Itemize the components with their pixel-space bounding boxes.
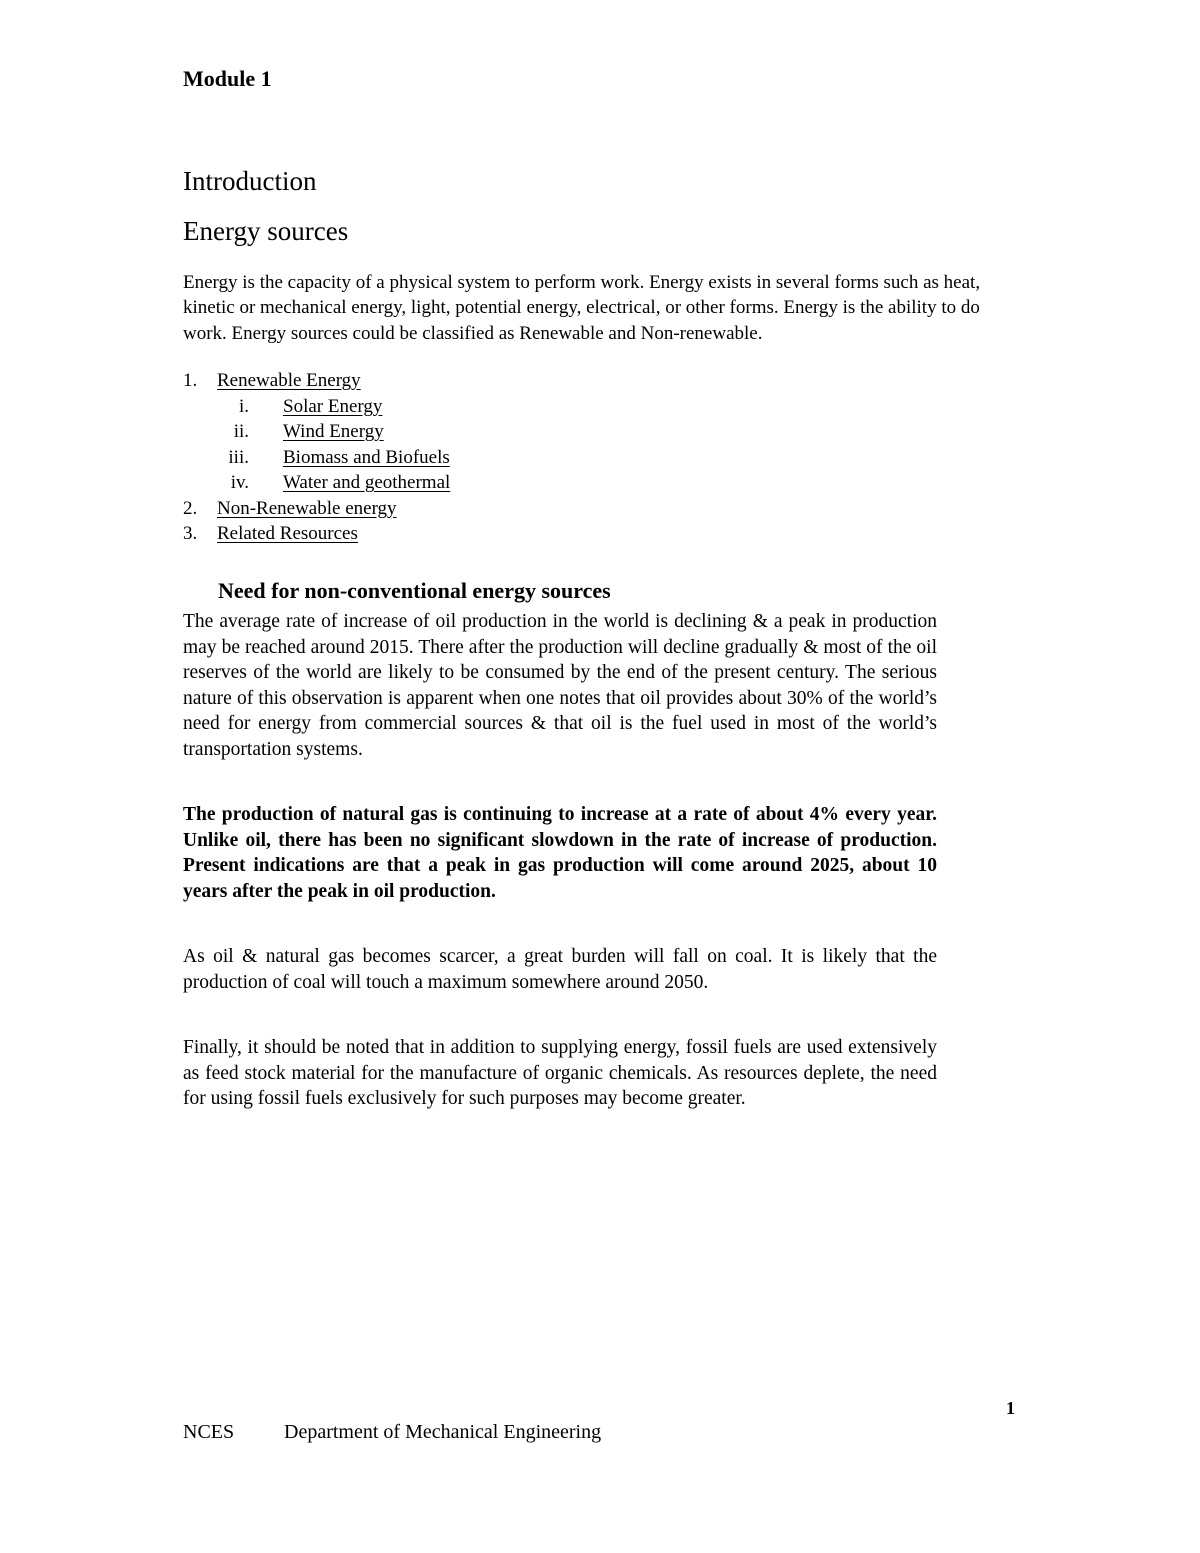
- outline-list: [183, 370, 583, 550]
- link-solar-energy[interactable]: Solar Energy: [283, 395, 383, 417]
- outline-subnumber: iv.: [230, 472, 249, 493]
- footer-institution: NCES: [183, 1421, 235, 1443]
- outline-number: 1.: [183, 370, 198, 391]
- link-renewable-energy[interactable]: Renewable Energy: [217, 370, 361, 391]
- fossil-fuels-paragraph: Finally, it should be noted that in addition to supplying energy, fossil fuels are used extensively as feed stock material for the manufacture of organic chemicals. As resources deplete, the need for using fossil fuels exclusively for such purposes may become greater.: [183, 1037, 937, 1109]
- intro-paragraph: Energy is the capacity of a physical system to perform work. Energy exists in several forms such as heat, kinetic or mechanical energy, light, potential energy, electrical, or other forms. Energy is the ability to do work. Energy sources could be classified as Renewable and Non-renewable.: [183, 272, 981, 344]
- outline-number: 3.: [183, 523, 198, 544]
- outline-number: 2.: [183, 497, 198, 519]
- module-title: Module 1: [183, 66, 272, 91]
- link-non-renewable-energy[interactable]: Non-Renewable energy: [217, 497, 397, 519]
- coal-paragraph: As oil & natural gas becomes scarcer, a great burden will fall on coal. It is likely that the production of coal will touch a maximum somewhere around 2050.: [183, 946, 937, 993]
- outline-subnumber: ii.: [233, 421, 249, 442]
- link-water-geothermal[interactable]: Water and geothermal: [283, 472, 451, 493]
- section-title: Need for non-conventional energy sources: [218, 578, 611, 603]
- link-wind-energy[interactable]: Wind Energy: [283, 421, 384, 442]
- outline-subnumber: i.: [238, 395, 249, 417]
- gas-paragraph: The production of natural gas is continuing to increase at a rate of about 4% every year. Unlike oil, there has been no significant slowdown in the rate of increase of production. Present indications are that a peak in gas production will come around 2025, about 10 years after the peak in oil production.: [183, 804, 937, 902]
- introduction-heading: Introduction: [183, 166, 317, 196]
- energy-sources-heading: Energy sources: [183, 216, 349, 246]
- link-biomass-biofuels[interactable]: Biomass and Biofuels: [283, 446, 450, 468]
- page-number: 1: [1006, 1398, 1015, 1418]
- oil-paragraph: The average rate of increase of oil production in the world is declining & a peak in production may be reached around 2015. There after the production will decline gradually & most of the oil reserves of the world are likely to be consumed by the end of the present century. The serious nature of this observation is apparent when one notes that oil provides about 30% of the world’s need for energy from commercial sources & that oil is the fuel used in most of the world’s transportation systems.: [183, 611, 937, 760]
- link-related-resources[interactable]: Related Resources: [217, 523, 358, 544]
- footer-department: Department of Mechanical Engineering: [284, 1421, 602, 1443]
- outline-subnumber: iii.: [228, 446, 249, 468]
